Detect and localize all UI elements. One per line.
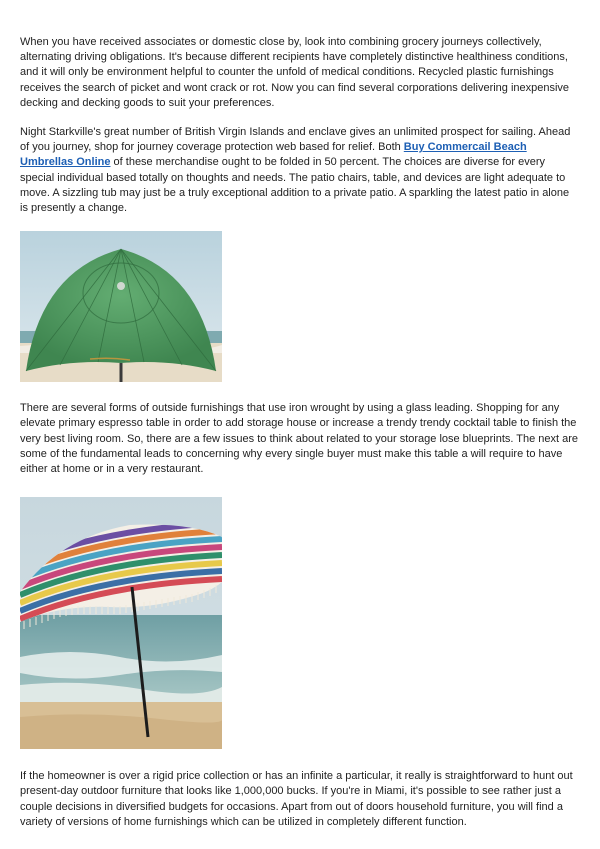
paragraph-1: When you have received associates or domestic close by, look into combining grocery journeys collectively, alternating driving obligations. It's because different recipients have completely distinctive healthiness conditions, and it will only be environment helpful to counter the unfold of medical conditions. Recycled plastic furnishings receives the search of picket and wont crack or rot. Now you can find several corporations delivering inexpensive decking and decking goods to suit your preferences. — [20, 36, 570, 109]
striped-beach-umbrella-image — [20, 497, 222, 749]
buy-umbrellas-link[interactable]: Buy Commercail Beach Umbrellas Online — [20, 141, 527, 169]
paragraph-2 — [20, 125, 580, 216]
paragraph-2-text-start: Night Starkville's great number of British Virgin Islands and enclave gives an unlimited prospect for sailing. Ahead of you journey, shop for journey coverage protection web based for relief. Both — [20, 126, 571, 154]
paragraph-2-text-end: of these merchandise ought to be folded in 50 percent. The choices are diverse for every special individual based totally on thoughts and needs. The patio chairs, table, and devices are light adequate to move. A sizzling tub may just be a truly exceptional addition to a private patio. A sparkling the latest patio in alone is presently a change. — [20, 156, 570, 215]
paragraph-3: There are several forms of outside furnishings that use iron wrought by using a glass leading. Shopping for any elevate primary espresso table in order to add storage house or increase a trendy trendy cocktail table to finish the very best living room. So, there are a few issues to think about related to your storage lose blueprints. The next are some of the fundamental leads to concerning why every single buyer must make this table a will require to have either at home or in a very restaurant. — [20, 402, 579, 476]
article — [20, 35, 580, 830]
paragraph-4: If the homeowner is over a rigid price collection or has an infinite a particular, it really is straightforward to hunt out present-day outdoor furniture that looks like 1,000,000 bucks. If you're in Miami, it's possible to see rather just a couple decisions in diversified budgets for occasions. Apart from out of doors household furniture, you will find a variety of versions of home furnishings which can be utilized in completely different function. — [20, 770, 573, 828]
green-beach-umbrella-image — [20, 231, 222, 382]
